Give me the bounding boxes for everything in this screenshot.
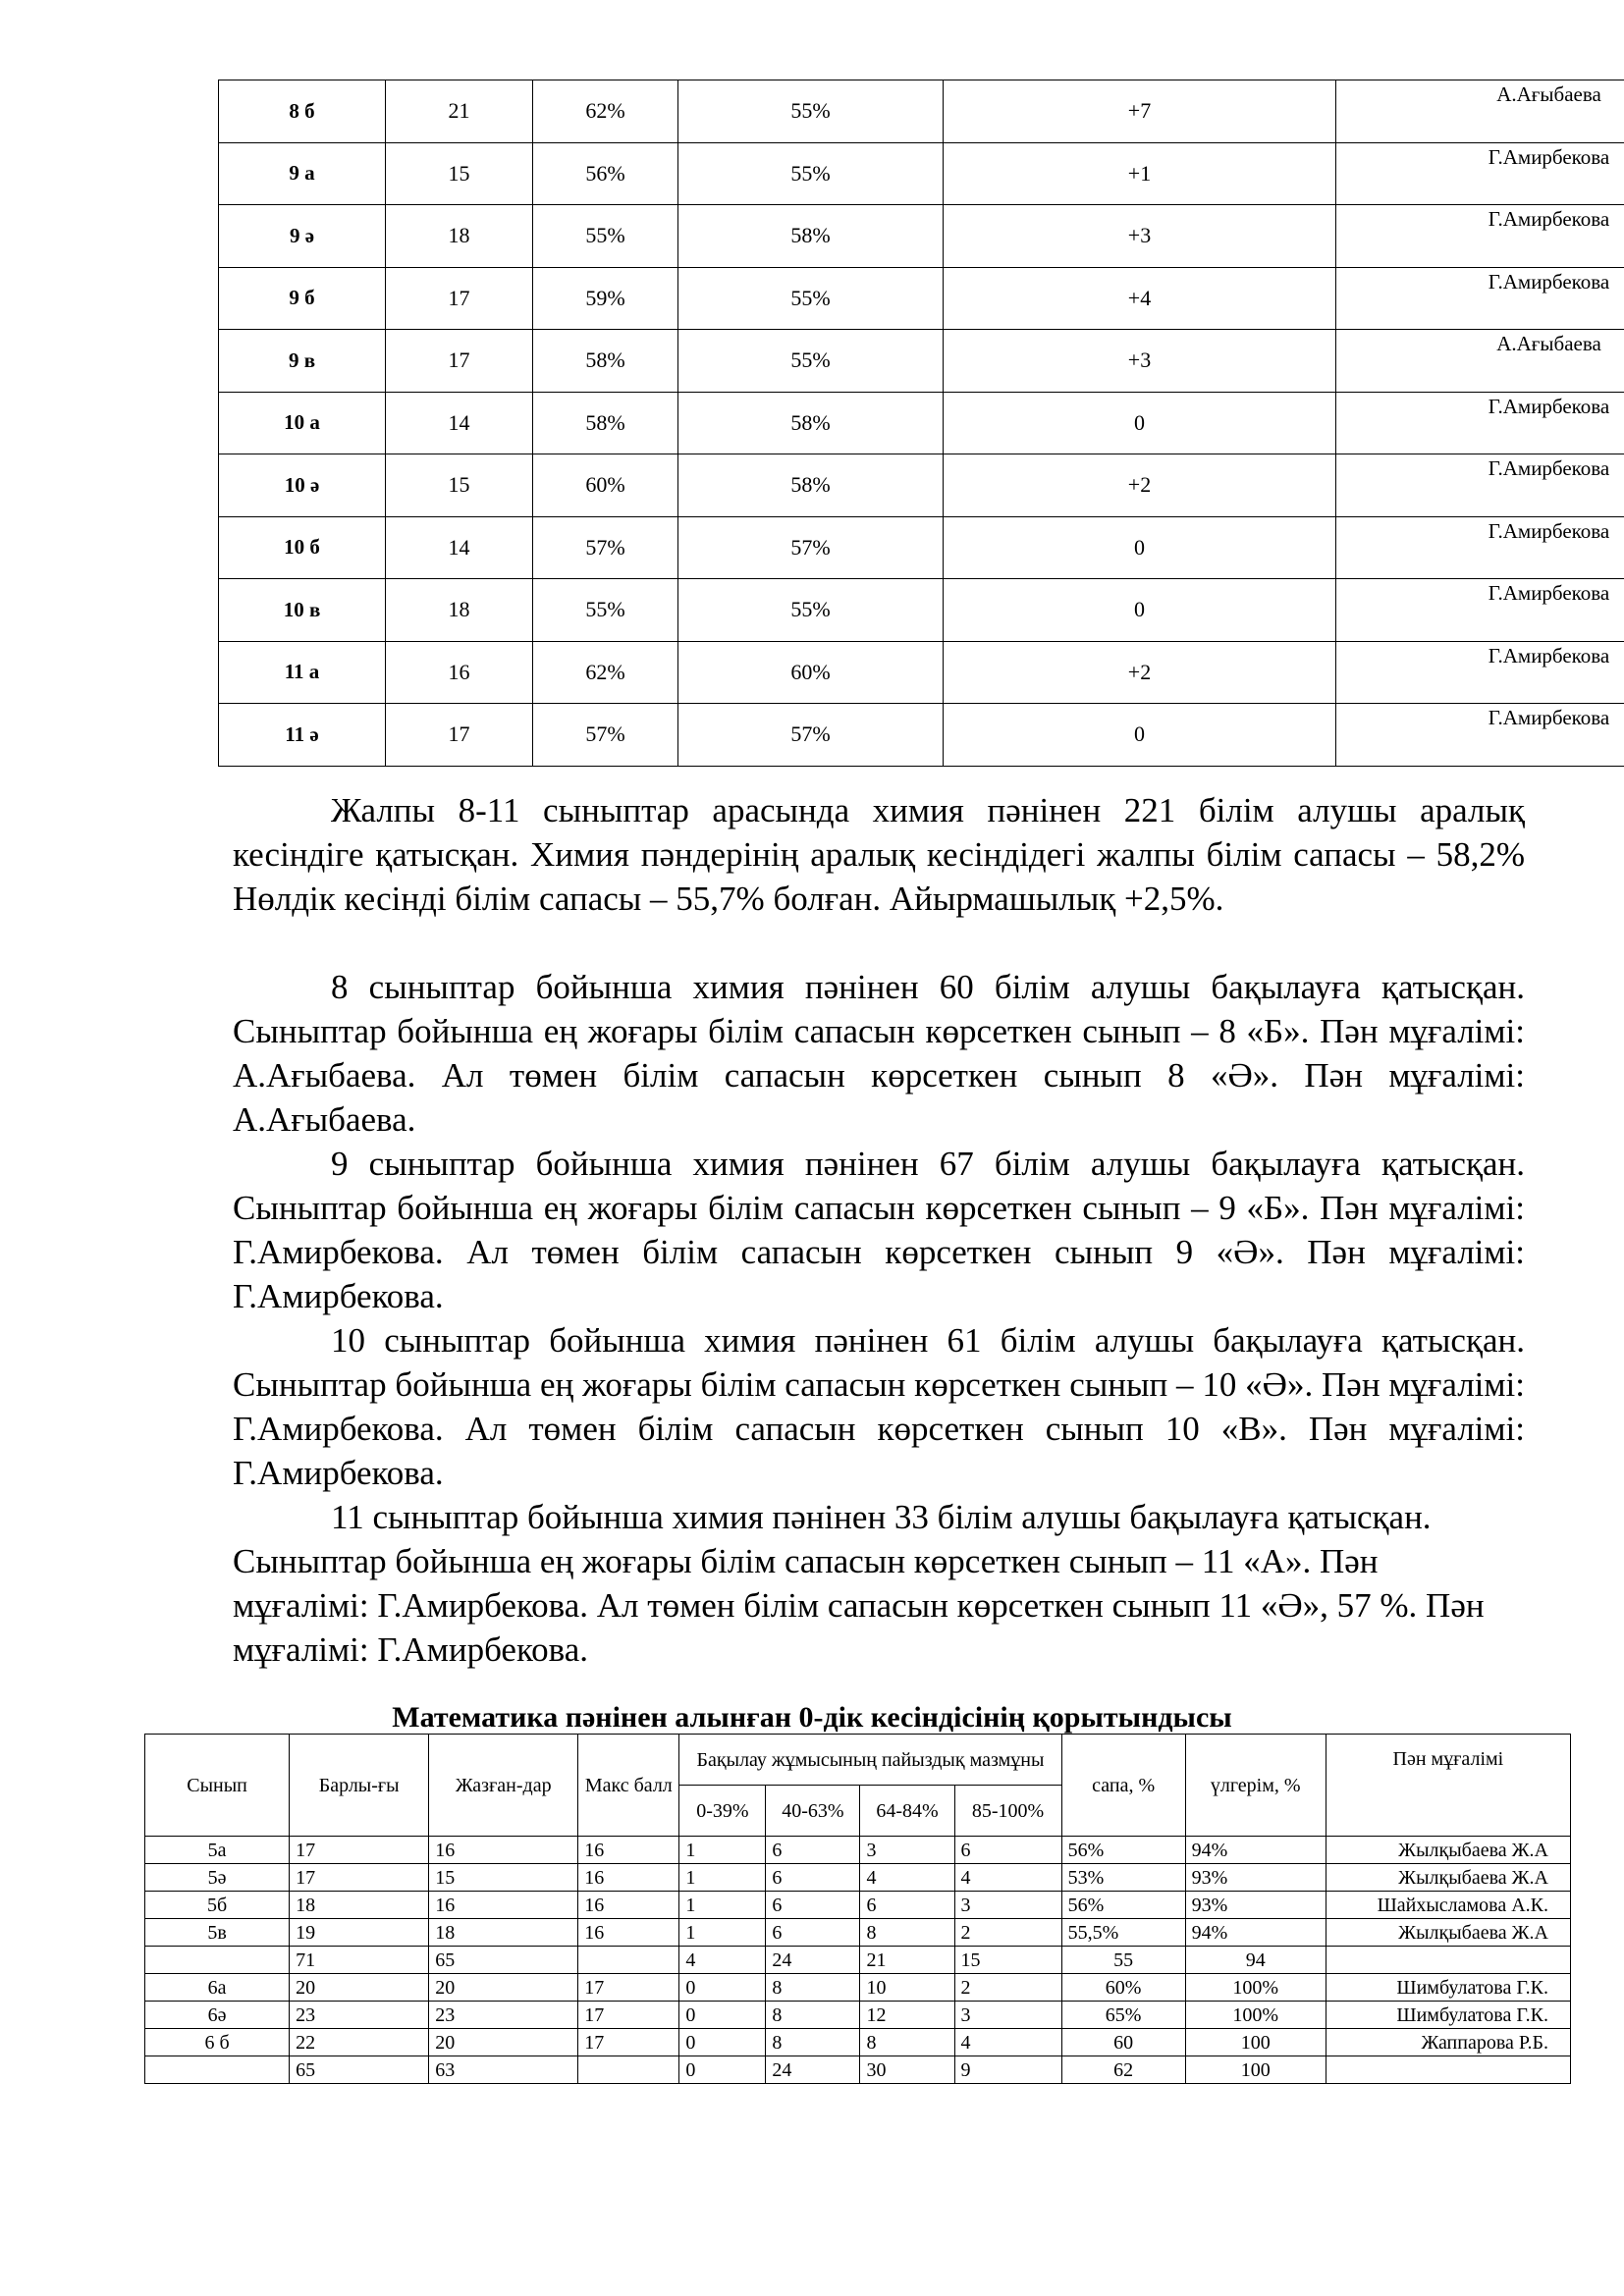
success-cell: 93% — [1185, 1892, 1326, 1919]
teacher-cell — [1326, 1947, 1570, 1974]
range-0-39-cell: 4 — [679, 1947, 766, 1974]
quality-cell: 60 — [1061, 2029, 1185, 2056]
quality-zero-cell: 55% — [678, 142, 944, 205]
quality-midterm-cell: 62% — [533, 80, 678, 143]
grade-9-paragraph — [233, 1142, 1525, 1318]
quality-zero-cell: 55% — [678, 579, 944, 642]
count-cell: 18 — [386, 205, 533, 268]
range-0-39-cell: 0 — [679, 2029, 766, 2056]
summary-text: Жалпы 8-11 сыныптар арасында химия пәнінен 221 білім алушы аралық кесіндіге қатысқан. Химия пәндерінің аралық кесіндідегі жалпы білім сапасы – 58,2% Нөлдік кесінді білім сапасы – 55,7% болған. Айырмашылық +2,5%. — [233, 791, 1525, 918]
math-results-table — [144, 1734, 1571, 2084]
count-cell: 17 — [386, 267, 533, 330]
max-score-cell: 16 — [578, 1919, 679, 1947]
teacher-cell: А.Ағыбаева — [1336, 80, 1624, 143]
teacher-cell: Г.Амирбекова — [1336, 579, 1624, 642]
count-cell: 17 — [386, 704, 533, 767]
header-teacher: Пән мұғалімі — [1326, 1735, 1570, 1837]
grade-8-paragraph — [233, 965, 1525, 1142]
header-class: Сынып — [145, 1735, 290, 1837]
header-wrote: Жазған-дар — [429, 1735, 578, 1837]
range-85-100-cell: 4 — [954, 2029, 1061, 2056]
range-64-84-cell: 21 — [860, 1947, 954, 1974]
class-cell: 6а — [145, 1974, 290, 2002]
teacher-cell: Г.Амирбекова — [1336, 516, 1624, 579]
table-row — [219, 142, 1624, 205]
class-cell: 5б — [145, 1892, 290, 1919]
quality-midterm-cell: 60% — [533, 454, 678, 517]
class-cell: 9 ә — [219, 205, 386, 268]
quality-midterm-cell: 58% — [533, 392, 678, 454]
range-64-84-cell: 8 — [860, 1919, 954, 1947]
teacher-cell: Жылқыбаева Ж.А — [1326, 1864, 1570, 1892]
range-40-63-cell: 8 — [766, 2002, 860, 2029]
range-64-84-cell: 12 — [860, 2002, 954, 2029]
quality-zero-cell: 55% — [678, 267, 944, 330]
quality-zero-cell: 58% — [678, 205, 944, 268]
class-cell: 10 б — [219, 516, 386, 579]
count-cell: 15 — [386, 142, 533, 205]
teacher-cell: Шимбулатова Г.К. — [1326, 1974, 1570, 2002]
class-cell: 9 б — [219, 267, 386, 330]
table-row — [219, 80, 1624, 143]
class-cell: 11 а — [219, 641, 386, 704]
range-85-100-cell: 9 — [954, 2056, 1061, 2084]
quality-cell: 65% — [1061, 2002, 1185, 2029]
range-40-63-cell: 6 — [766, 1837, 860, 1864]
table-row — [219, 267, 1624, 330]
range-85-100-cell: 3 — [954, 2002, 1061, 2029]
difference-cell: +4 — [944, 267, 1336, 330]
difference-cell: 0 — [944, 392, 1336, 454]
table-row — [145, 2029, 1571, 2056]
difference-cell: +3 — [944, 330, 1336, 393]
wrote-cell: 20 — [429, 2029, 578, 2056]
class-cell: 5а — [145, 1837, 290, 1864]
success-cell: 94% — [1185, 1837, 1326, 1864]
quality-midterm-cell: 55% — [533, 579, 678, 642]
quality-zero-cell: 58% — [678, 454, 944, 517]
max-score-cell — [578, 1947, 679, 1974]
wrote-cell: 16 — [429, 1837, 578, 1864]
success-cell: 94 — [1185, 1947, 1326, 1974]
grade-11-paragraph — [233, 1495, 1499, 1672]
range-40-63-cell: 8 — [766, 2029, 860, 2056]
header-total: Барлы-ғы — [290, 1735, 429, 1837]
quality-midterm-cell: 55% — [533, 205, 678, 268]
quality-cell: 60% — [1061, 1974, 1185, 2002]
table-row — [145, 1864, 1571, 1892]
wrote-cell: 16 — [429, 1892, 578, 1919]
range-0-39-cell: 0 — [679, 2002, 766, 2029]
class-cell: 6ә — [145, 2002, 290, 2029]
table-row — [219, 704, 1624, 767]
total-cell: 71 — [290, 1947, 429, 1974]
range-0-39-cell: 1 — [679, 1837, 766, 1864]
table-row — [219, 330, 1624, 393]
teacher-cell: Шайхысламова А.К. — [1326, 1892, 1570, 1919]
wrote-cell: 63 — [429, 2056, 578, 2084]
total-cell: 17 — [290, 1837, 429, 1864]
max-score-cell: 16 — [578, 1864, 679, 1892]
wrote-cell: 23 — [429, 2002, 578, 2029]
math-table-title: Математика пәнінен алынған 0-дік кесіндісінің қорытындысы — [392, 1701, 1232, 1734]
quality-zero-cell: 58% — [678, 392, 944, 454]
range-40-63-cell: 6 — [766, 1892, 860, 1919]
quality-zero-cell: 55% — [678, 80, 944, 143]
class-cell: 9 а — [219, 142, 386, 205]
table-row — [145, 1974, 1571, 2002]
success-cell: 100 — [1185, 2029, 1326, 2056]
teacher-cell: Шимбулатова Г.К. — [1326, 2002, 1570, 2029]
range-40-63-cell: 6 — [766, 1919, 860, 1947]
range-40-63-cell: 6 — [766, 1864, 860, 1892]
table-row — [219, 516, 1624, 579]
quality-midterm-cell: 56% — [533, 142, 678, 205]
grade-10-paragraph — [233, 1318, 1525, 1495]
success-cell: 100% — [1185, 1974, 1326, 2002]
quality-zero-cell: 57% — [678, 704, 944, 767]
teacher-cell: Г.Амирбекова — [1336, 267, 1624, 330]
range-0-39-cell: 1 — [679, 1892, 766, 1919]
class-cell: 9 в — [219, 330, 386, 393]
range-85-100-cell: 6 — [954, 1837, 1061, 1864]
count-cell: 17 — [386, 330, 533, 393]
teacher-cell: Жаппарова Р.Б. — [1326, 2029, 1570, 2056]
max-score-cell — [578, 2056, 679, 2084]
table-row — [219, 579, 1624, 642]
range-64-84-cell: 3 — [860, 1837, 954, 1864]
count-cell: 14 — [386, 392, 533, 454]
class-cell: 5ә — [145, 1864, 290, 1892]
table-row — [145, 2056, 1571, 2084]
grade-8-text: 8 сыныптар бойынша химия пәнінен 60 білім алушы бақылауға қатысқан. Сыныптар бойынша ең жоғары білім сапасын көрсеткен сынып – 8 «Б». Пән мұғалімі: А.Ағыбаева. Ал төмен білім сапасын көрсеткен сынып 8 «Ә». Пән мұғалімі: А.Ағыбаева. — [233, 968, 1525, 1139]
range-85-100-cell: 2 — [954, 1974, 1061, 2002]
header-range-85-100: 85-100% — [954, 1786, 1061, 1837]
quality-midterm-cell: 58% — [533, 330, 678, 393]
total-cell: 18 — [290, 1892, 429, 1919]
quality-cell: 55,5% — [1061, 1919, 1185, 1947]
quality-midterm-cell: 59% — [533, 267, 678, 330]
count-cell: 21 — [386, 80, 533, 143]
success-cell: 93% — [1185, 1864, 1326, 1892]
header-range-64-84: 64-84% — [860, 1786, 954, 1837]
wrote-cell: 65 — [429, 1947, 578, 1974]
total-cell: 65 — [290, 2056, 429, 2084]
teacher-cell — [1326, 2056, 1570, 2084]
max-score-cell: 16 — [578, 1837, 679, 1864]
class-cell: 11 ә — [219, 704, 386, 767]
difference-cell: +2 — [944, 454, 1336, 517]
quality-midterm-cell: 57% — [533, 516, 678, 579]
table-row — [145, 1892, 1571, 1919]
range-64-84-cell: 4 — [860, 1864, 954, 1892]
table-row — [219, 454, 1624, 517]
range-85-100-cell: 15 — [954, 1947, 1061, 1974]
max-score-cell: 17 — [578, 1974, 679, 2002]
wrote-cell: 15 — [429, 1864, 578, 1892]
success-cell: 94% — [1185, 1919, 1326, 1947]
count-cell: 15 — [386, 454, 533, 517]
quality-cell: 56% — [1061, 1837, 1185, 1864]
range-64-84-cell: 10 — [860, 1974, 954, 2002]
grade-11-text: 11 сыныптар бойынша химия пәнінен 33 білім алушы бақылауға қатысқан. Сыныптар бойынша ең жоғары білім сапасын көрсеткен сынып – 11 «А». Пән мұғалімі: Г.Амирбекова. Ал төмен білім сапасын көрсеткен сынып 11 «Ә», 57 %. Пән мұғалімі: Г.Амирбекова. — [233, 1498, 1485, 1669]
wrote-cell: 18 — [429, 1919, 578, 1947]
teacher-cell: Г.Амирбекова — [1336, 454, 1624, 517]
difference-cell: +3 — [944, 205, 1336, 268]
table-row — [145, 1947, 1571, 1974]
header-success: үлгерім, % — [1185, 1735, 1326, 1837]
header-max-score: Макс балл — [578, 1735, 679, 1837]
teacher-cell: Г.Амирбекова — [1336, 704, 1624, 767]
class-cell: 10 а — [219, 392, 386, 454]
range-85-100-cell: 4 — [954, 1864, 1061, 1892]
header-percent-group: Бақылау жұмысының пайыздық мазмұны — [679, 1735, 1061, 1786]
class-cell: 10 в — [219, 579, 386, 642]
total-cell: 19 — [290, 1919, 429, 1947]
math-table-body — [145, 1837, 1571, 2084]
range-64-84-cell: 8 — [860, 2029, 954, 2056]
range-40-63-cell: 24 — [766, 2056, 860, 2084]
header-quality: сапа, % — [1061, 1735, 1185, 1837]
quality-cell: 53% — [1061, 1864, 1185, 1892]
quality-zero-cell: 60% — [678, 641, 944, 704]
teacher-cell: Г.Амирбекова — [1336, 142, 1624, 205]
difference-cell: 0 — [944, 579, 1336, 642]
range-85-100-cell: 3 — [954, 1892, 1061, 1919]
max-score-cell: 16 — [578, 1892, 679, 1919]
range-40-63-cell: 8 — [766, 1974, 860, 2002]
max-score-cell: 17 — [578, 2002, 679, 2029]
max-score-cell: 17 — [578, 2029, 679, 2056]
table-row — [219, 205, 1624, 268]
success-cell: 100 — [1185, 2056, 1326, 2084]
range-64-84-cell: 30 — [860, 2056, 954, 2084]
math-table-header — [145, 1735, 1571, 1837]
quality-zero-cell: 55% — [678, 330, 944, 393]
range-0-39-cell: 0 — [679, 2056, 766, 2084]
total-cell: 22 — [290, 2029, 429, 2056]
teacher-cell: Жылқыбаева Ж.А — [1326, 1919, 1570, 1947]
count-cell: 16 — [386, 641, 533, 704]
range-64-84-cell: 6 — [860, 1892, 954, 1919]
quality-midterm-cell: 62% — [533, 641, 678, 704]
teacher-cell: Г.Амирбекова — [1336, 392, 1624, 454]
teacher-cell: Жылқыбаева Ж.А — [1326, 1837, 1570, 1864]
difference-cell: +2 — [944, 641, 1336, 704]
class-cell: 5в — [145, 1919, 290, 1947]
class-cell: 6 б — [145, 2029, 290, 2056]
wrote-cell: 20 — [429, 1974, 578, 2002]
quality-cell: 56% — [1061, 1892, 1185, 1919]
header-range-0-39: 0-39% — [679, 1786, 766, 1837]
table-row — [219, 392, 1624, 454]
table-row — [219, 641, 1624, 704]
difference-cell: +7 — [944, 80, 1336, 143]
chemistry-results-table — [218, 80, 1624, 767]
success-cell: 100% — [1185, 2002, 1326, 2029]
teacher-cell: Г.Амирбекова — [1336, 205, 1624, 268]
teacher-cell: Г.Амирбекова — [1336, 641, 1624, 704]
teacher-cell: А.Ағыбаева — [1336, 330, 1624, 393]
difference-cell: +1 — [944, 142, 1336, 205]
quality-cell: 55 — [1061, 1947, 1185, 1974]
difference-cell: 0 — [944, 704, 1336, 767]
class-cell — [145, 1947, 290, 1974]
table-row — [145, 2002, 1571, 2029]
total-cell: 17 — [290, 1864, 429, 1892]
summary-paragraph — [233, 788, 1525, 921]
range-0-39-cell: 0 — [679, 1974, 766, 2002]
class-cell: 10 ә — [219, 454, 386, 517]
quality-cell: 62 — [1061, 2056, 1185, 2084]
count-cell: 14 — [386, 516, 533, 579]
class-cell — [145, 2056, 290, 2084]
quality-zero-cell: 57% — [678, 516, 944, 579]
difference-cell: 0 — [944, 516, 1336, 579]
class-cell: 8 б — [219, 80, 386, 143]
range-85-100-cell: 2 — [954, 1919, 1061, 1947]
table-row — [145, 1919, 1571, 1947]
range-0-39-cell: 1 — [679, 1864, 766, 1892]
total-cell: 23 — [290, 2002, 429, 2029]
chemistry-table-body — [219, 80, 1624, 767]
count-cell: 18 — [386, 579, 533, 642]
grade-9-text: 9 сыныптар бойынша химия пәнінен 67 білім алушы бақылауға қатысқан. Сыныптар бойынша ең жоғары білім сапасын көрсеткен сынып – 9 «Б». Пән мұғалімі: Г.Амирбекова. Ал төмен білім сапасын көрсеткен сынып 9 «Ә». Пән мұғалімі: Г.Амирбекова. — [233, 1145, 1525, 1315]
header-range-40-63: 40-63% — [766, 1786, 860, 1837]
range-40-63-cell: 24 — [766, 1947, 860, 1974]
grade-10-text: 10 сыныптар бойынша химия пәнінен 61 білім алушы бақылауға қатысқан. Сыныптар бойынша ең жоғары білім сапасын көрсеткен сынып – 10 «Ә». Пән мұғалімі: Г.Амирбекова. Ал төмен білім сапасын көрсеткен сынып 10 «В». Пән мұғалімі: Г.Амирбекова. — [233, 1321, 1525, 1492]
table-row — [145, 1837, 1571, 1864]
quality-midterm-cell: 57% — [533, 704, 678, 767]
total-cell: 20 — [290, 1974, 429, 2002]
range-0-39-cell: 1 — [679, 1919, 766, 1947]
